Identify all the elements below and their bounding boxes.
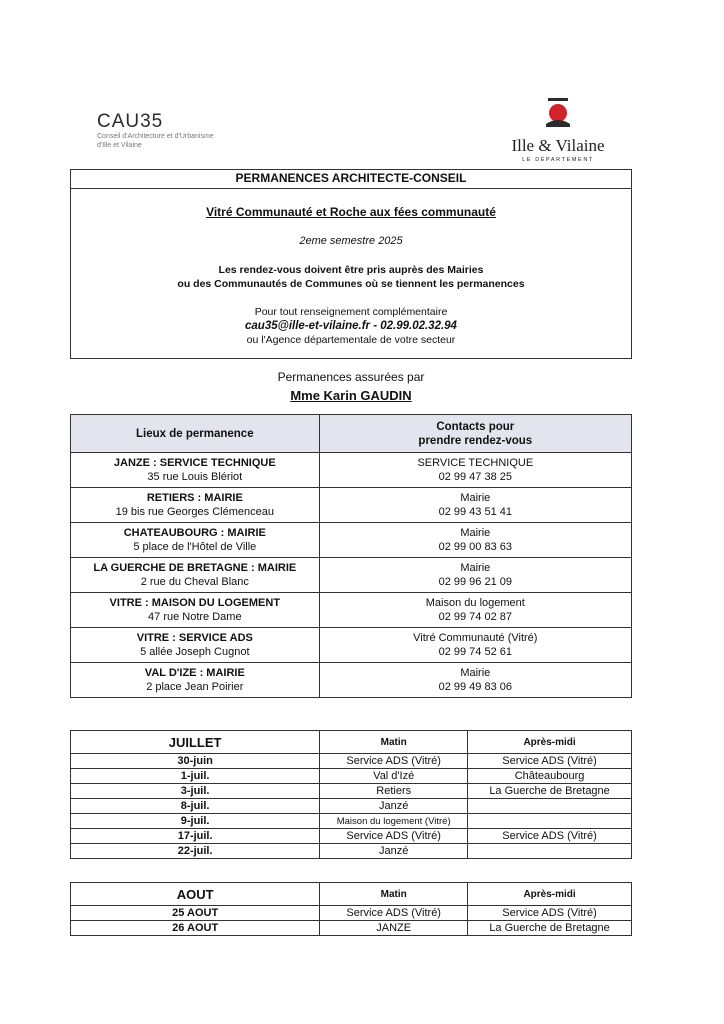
cau35-logo-subtitle-1: Conseil d'Architecture et d'Urbanisme: [97, 133, 214, 140]
schedule-apres-midi: Châteaubourg: [468, 769, 632, 784]
ille-et-vilaine-dept: LE DÉPARTEMENT: [522, 157, 594, 163]
location-address: 5 allée Joseph Cugnot: [140, 646, 250, 658]
page-title: PERMANENCES ARCHITECTE-CONSEIL: [71, 170, 631, 189]
contact-phone: 02 99 00 83 63: [438, 541, 512, 553]
contact-phone: 02 99 96 21 09: [438, 576, 512, 588]
contact-cell: [319, 488, 631, 523]
notice-line-2: ou des Communautés de Communes où se tiennent les permanences: [177, 278, 525, 290]
locations-table: [70, 414, 632, 698]
apres-midi-col-header: Après-midi: [468, 883, 632, 906]
header-box: [70, 169, 632, 359]
semester-label: 2eme semestre 2025: [299, 235, 403, 247]
contact-name: Maison du logement: [425, 597, 525, 609]
location-address: 19 bis rue Georges Clémenceau: [115, 506, 274, 518]
ille-et-vilaine-emblem-icon: [538, 96, 578, 130]
contacts-col-header: [319, 415, 631, 453]
contact-phone: 02 99 43 51 41: [438, 506, 512, 518]
schedule-row: [71, 906, 632, 921]
notice-line-1: Les rendez-vous doivent être pris auprès des Mairies: [218, 264, 484, 276]
schedule-table-juillet: [70, 730, 632, 859]
location-name: LA GUERCHE DE BRETAGNE : MAIRIE: [93, 562, 297, 574]
schedule-matin: Janzé: [320, 844, 468, 859]
month-label: JUILLET: [71, 731, 320, 754]
location-address: 47 rue Notre Dame: [148, 611, 242, 623]
matin-col-header: Matin: [320, 883, 468, 906]
schedule-date: 26 AOUT: [71, 921, 320, 936]
ille-et-vilaine-logo: [508, 96, 608, 163]
apres-midi-col-header: Après-midi: [468, 731, 632, 754]
schedule-table-aout: [70, 882, 632, 936]
location-cell: [71, 488, 320, 523]
location-name: VITRE : SERVICE ADS: [136, 632, 253, 644]
contact-phone: 02 99 74 02 87: [438, 611, 512, 623]
contact-cell: [319, 628, 631, 663]
schedule-row: [71, 769, 632, 784]
contact-cell: [319, 453, 631, 488]
schedule-apres-midi: [468, 799, 632, 814]
location-row: [71, 523, 632, 558]
schedule-row: [71, 844, 632, 859]
locations-col-header: Lieux de permanence: [71, 415, 320, 453]
ille-et-vilaine-name: Ille & Vilaine: [511, 136, 605, 155]
contact-name: Vitré Communauté (Vitré): [413, 632, 538, 644]
info-line-2: ou l'Agence départementale de votre secteur: [246, 334, 456, 346]
contact-name: Mairie: [460, 667, 491, 679]
location-name: CHATEAUBOURG : MAIRIE: [123, 527, 266, 539]
assured-name: Mme Karin GAUDIN: [290, 388, 412, 403]
schedule-date: 17-juil.: [71, 829, 320, 844]
schedule-row: [71, 814, 632, 829]
schedule-matin: Service ADS (Vitré): [320, 906, 468, 921]
schedule-matin: JANZE: [320, 921, 468, 936]
assured-label: Permanences assurées par: [277, 370, 425, 384]
info-line-1: Pour tout renseignement complémentaire: [254, 306, 448, 318]
contact-phone: 02 99 49 83 06: [438, 681, 512, 693]
schedule-apres-midi: Service ADS (Vitré): [468, 754, 632, 769]
location-address: 35 rue Louis Blériot: [147, 471, 243, 483]
schedule-apres-midi: Service ADS (Vitré): [468, 829, 632, 844]
contact-name: Mairie: [460, 527, 491, 539]
contact-phone: 02 99 74 52 61: [438, 646, 512, 658]
contact-cell: [319, 663, 631, 698]
cau35-logo-title: CAU35: [97, 111, 164, 132]
schedule-matin: Service ADS (Vitré): [320, 754, 468, 769]
location-row: [71, 628, 632, 663]
schedule-apres-midi: Service ADS (Vitré): [468, 906, 632, 921]
schedule-header-row: [71, 883, 632, 906]
contact-name: SERVICE TECHNIQUE: [417, 457, 534, 469]
contact-cell: [319, 558, 631, 593]
matin-col-header: Matin: [320, 731, 468, 754]
contact-line: cau35@ille-et-vilaine.fr - 02.99.02.32.94: [245, 320, 457, 332]
schedule-apres-midi: [468, 844, 632, 859]
contact-cell: [319, 593, 631, 628]
locations-header-row: [71, 415, 632, 453]
schedule-date: 30-juin: [71, 754, 320, 769]
location-row: [71, 663, 632, 698]
location-cell: [71, 663, 320, 698]
schedule-date: 1-juil.: [71, 769, 320, 784]
schedule-matin: Janzé: [320, 799, 468, 814]
schedule-matin: Service ADS (Vitré): [320, 829, 468, 844]
location-row: [71, 453, 632, 488]
contacts-col-header-line-2: prendre rendez-vous: [418, 434, 533, 447]
contact-name: Mairie: [460, 492, 491, 504]
location-address: 5 place de l'Hôtel de Ville: [133, 541, 257, 553]
schedule-date: 9-juil.: [71, 814, 320, 829]
contact-name: Mairie: [460, 562, 491, 574]
schedule-date: 25 AOUT: [71, 906, 320, 921]
schedule-row: [71, 829, 632, 844]
page-subtitle: Vitré Communauté et Roche aux fées communauté: [206, 205, 496, 219]
schedule-row: [71, 799, 632, 814]
location-cell: [71, 593, 320, 628]
cau35-logo: [97, 112, 267, 150]
location-cell: [71, 558, 320, 593]
location-name: VAL D'IZE : MAIRIE: [144, 667, 245, 679]
location-cell: [71, 523, 320, 558]
cau35-logo-subtitle-2: d'Ille et Vilaine: [97, 142, 142, 149]
location-cell: [71, 628, 320, 663]
location-row: [71, 593, 632, 628]
schedule-matin: Retiers: [320, 784, 468, 799]
location-row: [71, 488, 632, 523]
location-cell: [71, 453, 320, 488]
location-name: RETIERS : MAIRIE: [146, 492, 243, 504]
schedule-date: 8-juil.: [71, 799, 320, 814]
location-row: [71, 558, 632, 593]
schedule-row: [71, 754, 632, 769]
schedule-header-row: [71, 731, 632, 754]
location-name: VITRE : MAISON DU LOGEMENT: [109, 597, 281, 609]
month-label: AOUT: [71, 883, 320, 906]
schedule-matin: Val d'Izé: [320, 769, 468, 784]
contact-phone: 02 99 47 38 25: [438, 471, 512, 483]
location-address: 2 rue du Cheval Blanc: [140, 576, 249, 588]
schedule-apres-midi: La Guerche de Bretagne: [468, 784, 632, 799]
contacts-col-header-line-1: Contacts pour: [436, 420, 515, 433]
location-address: 2 place Jean Poirier: [146, 681, 244, 693]
schedule-row: [71, 784, 632, 799]
schedule-date: 22-juil.: [71, 844, 320, 859]
schedule-apres-midi: [468, 814, 632, 829]
schedule-row: [71, 921, 632, 936]
schedule-matin: Maison du logement (Vitré): [320, 814, 468, 829]
location-name: JANZE : SERVICE TECHNIQUE: [113, 457, 276, 469]
schedule-apres-midi: La Guerche de Bretagne: [468, 921, 632, 936]
contact-cell: [319, 523, 631, 558]
schedule-date: 3-juil.: [71, 784, 320, 799]
